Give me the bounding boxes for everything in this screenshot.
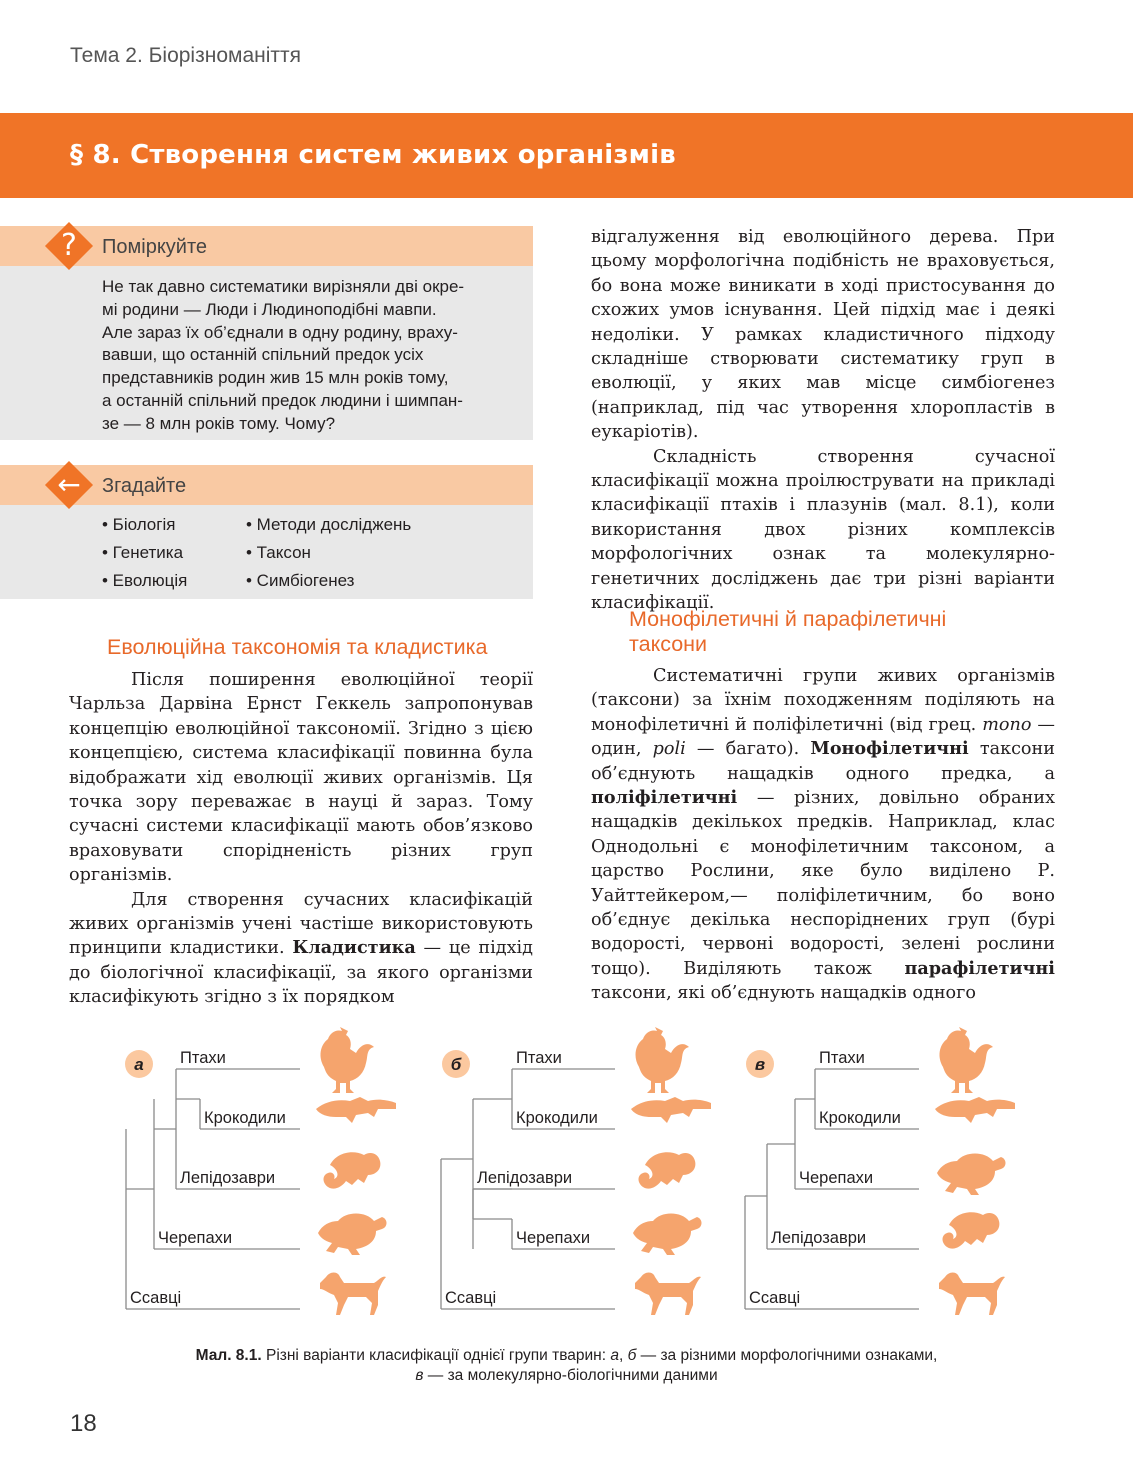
caption-text: — за різними морфологічними ознаками, — [636, 1347, 938, 1364]
taxon-label: Ссавці — [445, 1289, 497, 1307]
caption-italic: в — [415, 1367, 424, 1384]
think-line: представників родин жив 15 млн років тому, — [102, 368, 449, 388]
taxon-label: Лепідозаври — [771, 1229, 867, 1247]
taxon-label: Птахи — [180, 1049, 226, 1067]
panel-badge-label: б — [450, 1055, 462, 1074]
think-line: вавши, що останній спільний предок усіх — [102, 345, 424, 365]
rooster-icon — [636, 1027, 689, 1093]
term-italic: mono — [982, 714, 1032, 735]
paragraph — [69, 888, 533, 1010]
arrow-glyph: ← — [57, 468, 81, 501]
paragraph: Після поширення еволюційної теорії Чарльза Дарвіна Ернст Геккель запропонував концепцію еволюційної таксономії. Згідно з цією концепцією, система класифікації повинна була відображати хід еволюції живих організмів. Ця точка зору переважає в науці й зараз. Тому сучасні системи класифікації мають обов’язково враховувати спорідненість різних груп організмів. — [69, 670, 533, 886]
right-column-text-top — [591, 225, 1055, 616]
question-glyph: ? — [61, 228, 77, 263]
crocodile-icon — [935, 1097, 1015, 1123]
turtle-icon — [318, 1214, 387, 1256]
page-title: § 8. Створення систем живих організмів — [70, 140, 676, 170]
taxon-label: Ссавці — [130, 1289, 182, 1307]
think-line: мі родини — Люди і Людиноподібні мавпи. — [102, 299, 437, 319]
section-heading: Еволюційна таксономія та кладистика — [107, 635, 488, 659]
taxon-label: Лепідозаври — [180, 1169, 276, 1187]
think-line: а останній спільний предок людини і шимпан- — [102, 390, 463, 410]
caption-text: — за молекулярно-біологічними даними — [423, 1367, 718, 1384]
text-run: — один, — [591, 714, 1056, 760]
turtle-icon — [937, 1154, 1006, 1196]
caption-italic: б — [627, 1347, 637, 1364]
text-run: — різних, довільно обраних нащадків декількох предків. Наприклад, клас Однодольні є монофілетичним таксоном, а царство Рослини, яке було виділено Р. Уайттейкером,— поліфілетичним, бо воно об’єднує декілька неспоріднених груп (бурі водорості, червоні водорості, зелені рослини тощо). Виділяють також — [591, 788, 1055, 979]
recall-item: • Симбіогенез — [246, 571, 355, 590]
chameleon-icon — [639, 1152, 696, 1188]
caption-text: , — [618, 1347, 628, 1364]
figure-caption-line2 — [0, 1367, 1133, 1385]
recall-item: • Таксон — [246, 543, 311, 562]
think-box-title: Поміркуйте — [102, 236, 208, 258]
taxon-label: Черепахи — [516, 1229, 591, 1247]
taxon-label: Птахи — [516, 1049, 562, 1067]
rooster-icon — [321, 1027, 374, 1093]
crocodile-icon — [316, 1097, 396, 1123]
dog-icon — [939, 1273, 1005, 1316]
running-head: Тема 2. Біорізноманіття — [70, 44, 301, 67]
recall-item: • Біологія — [102, 515, 176, 534]
figure-caption-line1 — [0, 1347, 1133, 1365]
taxon-label: Птахи — [819, 1049, 865, 1067]
taxon-label: Лепідозаври — [477, 1169, 573, 1187]
rooster-icon — [940, 1027, 993, 1093]
right-column-text-bottom — [591, 664, 1055, 1006]
text-run: Систематичні групи живих організмів (таксони) за їхнім походженням поділяють на монофілетичні й поліфілетичні (від грец. — [591, 666, 1055, 735]
term-bold: Монофілетичні — [810, 738, 969, 760]
crocodile-icon — [631, 1097, 711, 1123]
paragraph: відгалуження від еволюційного дерева. При цьому морфологічна подібність не враховується, бо вона може виникати в ході пристосування до схожих умов існування. Цей підхід має і деякі недоліки. У рамках кладистичного підходу складніше створювати систематику груп в еволюції, у яких мав місце симбіогенез (наприклад, під час утворення хлоропластів в еукаріотів). — [591, 227, 1055, 443]
panel-badge-label: в — [754, 1055, 766, 1074]
term-bold: Кладистика — [292, 937, 416, 959]
taxon-label: Крокодили — [204, 1109, 286, 1127]
term-italic: poli — [652, 739, 686, 760]
section-heading — [629, 607, 946, 657]
panel-badge-label: а — [134, 1055, 144, 1074]
think-line: Не так давно систематики вирізняли дві окре- — [102, 277, 465, 296]
paragraph: Складність створення сучасної класифікації можна проілюструвати на прикладі класифікації птахів і плазунів (мал. 8.1), коли використання двох різних комплексів морфологічних ознак та молекулярно-генетичних досліджень дає три різні варіанти класифікації. — [591, 446, 1055, 614]
term-bold: парафілетичні — [904, 957, 1055, 979]
text-run: таксони об’єднують нащадків одного предка, а — [591, 739, 1055, 784]
page-number: 18 — [70, 1410, 97, 1437]
caption-italic: а — [610, 1347, 619, 1364]
paragraph — [591, 664, 1055, 1006]
dog-icon — [635, 1273, 701, 1316]
chameleon-icon — [324, 1152, 381, 1188]
left-column-text — [69, 668, 533, 1010]
caption-label: Мал. 8.1. — [195, 1347, 262, 1364]
caption-text: Різні варіанти класифікації однієї групи тварин: — [261, 1347, 611, 1364]
taxon-label: Крокодили — [819, 1109, 901, 1127]
think-line: Але зараз їх об’єднали в одну родину, враху- — [102, 322, 458, 342]
heading-line: таксони — [629, 632, 708, 656]
heading-line: Монофілетичні й парафілетичні — [629, 607, 947, 631]
recall-box-title: Згадайте — [102, 475, 187, 497]
think-line: зе — 8 млн років тому. Чому? — [102, 413, 336, 433]
dog-icon — [320, 1273, 386, 1316]
taxon-label: Крокодили — [516, 1109, 598, 1127]
text-run: таксони, які об’єднують нащадків одного — [591, 983, 976, 1004]
term-bold: поліфілетичні — [591, 787, 738, 809]
taxon-label: Черепахи — [799, 1169, 874, 1187]
text-run: — багато). — [685, 739, 811, 760]
chameleon-icon — [943, 1212, 1000, 1248]
taxon-label: Черепахи — [158, 1229, 233, 1247]
recall-item: • Методи досліджень — [246, 515, 412, 534]
recall-item: • Еволюція — [102, 571, 188, 590]
cladogram-figure — [0, 1025, 1133, 1345]
text-run: — це підхід до біологічної класифікації, за якого організми класифікують згідно з їх порядком — [69, 938, 533, 1008]
text-run: Для створення сучасних класифікацій живих організмів учені частіше використовують принципи кладистики. — [69, 889, 533, 959]
turtle-icon — [633, 1214, 702, 1256]
taxon-label: Ссавці — [749, 1289, 801, 1307]
think-box-text — [102, 276, 512, 436]
recall-item: • Генетика — [102, 543, 184, 562]
